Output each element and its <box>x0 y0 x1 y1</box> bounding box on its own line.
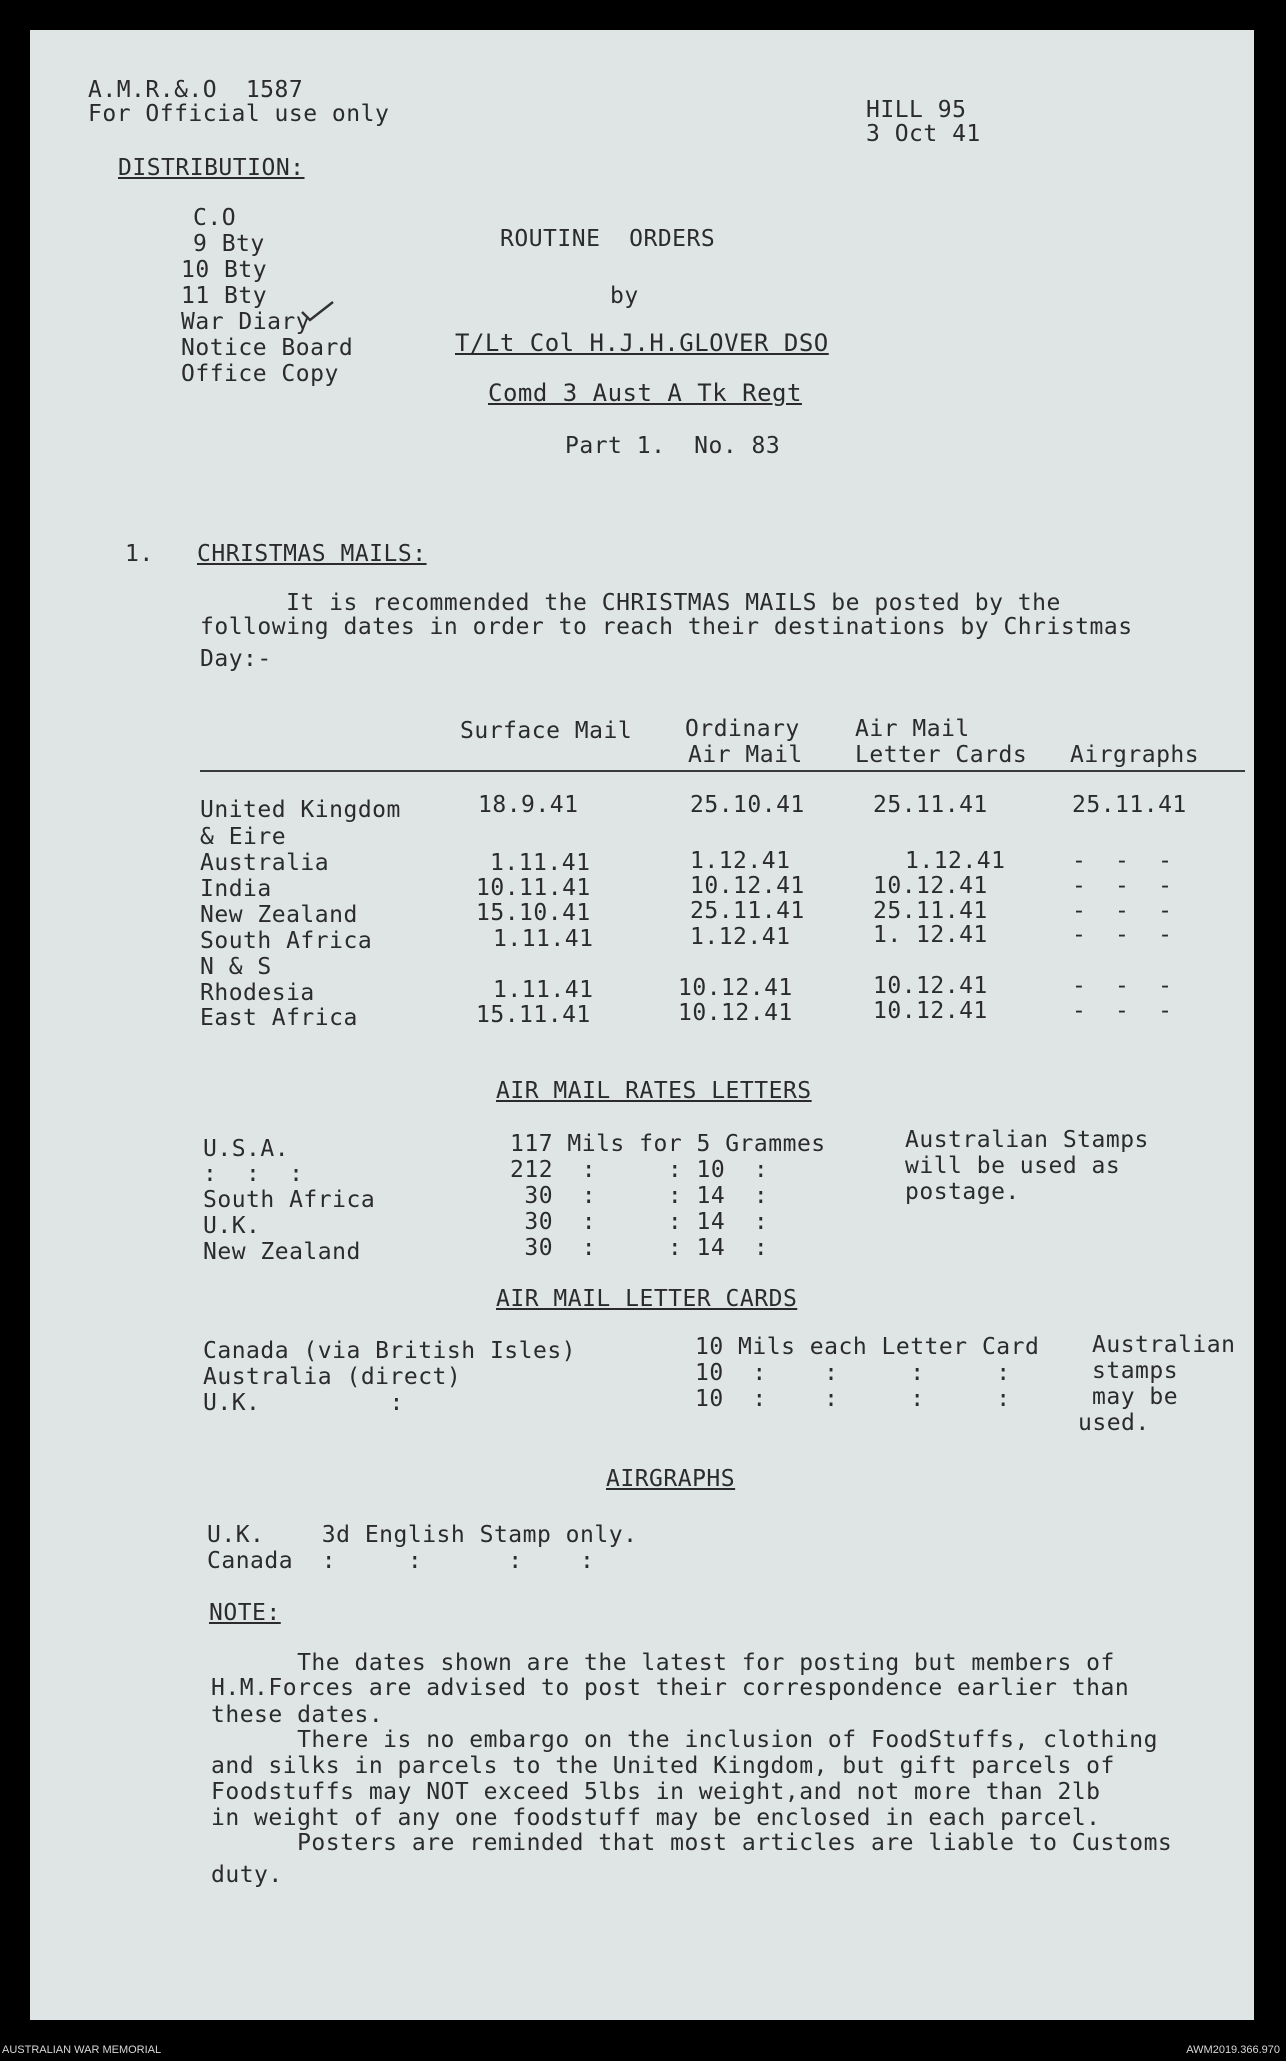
routine-orders-title: ROUTINE ORDERS <box>500 226 716 252</box>
ordinary-date: 10.12.41 <box>678 975 793 1001</box>
airgraph-date: - - - <box>1072 922 1173 948</box>
card-stamps-note: stamps <box>1092 1358 1179 1384</box>
header-rule <box>200 770 1245 772</box>
date: 3 Oct 41 <box>866 121 981 147</box>
distribution-item: 11 Bty <box>181 283 268 309</box>
card-destination: Canada (via British Isles) <box>203 1338 577 1364</box>
airgraph-date: - - - <box>1072 973 1173 999</box>
surface-date: 1.11.41 <box>490 850 591 876</box>
rate-destination: U.K. <box>203 1213 261 1239</box>
card-rate: 10 : : : : <box>695 1360 1011 1386</box>
card-destination: U.K. : <box>203 1390 404 1416</box>
distribution-item: Office Copy <box>181 361 339 387</box>
column-header: Air Mail <box>688 742 803 768</box>
note-line: Foodstuffs may NOT exceed 5lbs in weight,and not more than 2lb <box>211 1779 1101 1805</box>
column-header: Air Mail <box>855 716 970 742</box>
section-heading: CHRISTMAS MAILS: <box>197 541 427 567</box>
card-date: 25.11.41 <box>873 898 988 924</box>
ordinary-date: 10.12.41 <box>690 873 805 899</box>
archive-id: AWM2019.366.970 <box>1186 2044 1280 2056</box>
archive-credit: AUSTRALIAN WAR MEMORIAL <box>2 2044 162 2056</box>
commander-name: T/Lt Col H.J.H.GLOVER DSO <box>455 329 829 357</box>
surface-date: 1.11.41 <box>493 926 594 952</box>
airgraph-date: - - - <box>1072 898 1173 924</box>
note-line: There is no embargo on the inclusion of FoodStuffs, clothing <box>211 1727 1158 1753</box>
column-header: Letter Cards <box>855 742 1028 768</box>
card-date: 10.12.41 <box>873 998 988 1024</box>
rate-destination: New Zealand <box>203 1239 361 1265</box>
card-destination: Australia (direct) <box>203 1364 462 1390</box>
distribution-item: 9 Bty <box>193 231 265 257</box>
title-by: by <box>610 283 639 309</box>
stamps-note: will be used as <box>905 1153 1121 1179</box>
destination: New Zealand <box>200 902 358 928</box>
reference-number: A.M.R.&.O 1587 <box>88 77 304 103</box>
destination: & Eire <box>200 824 287 850</box>
airgraph-date: 25.11.41 <box>1072 792 1187 818</box>
letter-cards-heading: AIR MAIL LETTER CARDS <box>496 1286 798 1312</box>
section-number: 1. <box>125 541 154 567</box>
destination: United Kingdom <box>200 797 401 823</box>
rate-destination: South Africa <box>203 1187 376 1213</box>
card-date: 1.12.41 <box>905 848 1006 874</box>
regiment: Comd 3 Aust A Tk Regt <box>488 379 802 407</box>
column-header: Surface Mail <box>460 718 633 744</box>
distribution-item: 10 Bty <box>181 257 268 283</box>
distribution-item: Notice Board <box>181 335 354 361</box>
distribution-item: War Diary <box>181 309 311 335</box>
destination: East Africa <box>200 1005 358 1031</box>
airgraphs-heading: AIRGRAPHS <box>606 1466 736 1492</box>
card-date: 1. 12.41 <box>873 922 988 948</box>
airgraph-date: - - - <box>1072 998 1173 1024</box>
location: HILL 95 <box>866 97 967 123</box>
note-line: in weight of any one foodstuff may be enclosed in each parcel. <box>211 1805 1101 1831</box>
stamps-note: postage. <box>905 1179 1020 1205</box>
part-number: Part 1. No. 83 <box>565 433 781 459</box>
air-mail-rates-heading: AIR MAIL RATES LETTERS <box>496 1078 812 1104</box>
ordinary-date: 25.10.41 <box>690 792 805 818</box>
rate-value: 30 : : 14 : <box>510 1183 769 1209</box>
note-line: these dates. <box>211 1702 384 1728</box>
distribution-item: C.O <box>193 205 237 231</box>
rate-destination: U.S.A. <box>203 1136 290 1162</box>
note-line: H.M.Forces are advised to post their correspondence earlier than <box>211 1675 1130 1701</box>
column-header: Ordinary <box>685 716 800 742</box>
card-date: 10.12.41 <box>873 873 988 899</box>
rate-destination: : : : <box>203 1161 304 1187</box>
intro-line: following dates in order to reach their destinations by Christmas <box>200 614 1133 640</box>
ordinary-date: 1.12.41 <box>690 924 791 950</box>
intro-line: It is recommended the CHRISTMAS MAILS be posted by the <box>200 590 1061 616</box>
card-stamps-note: may be <box>1092 1384 1179 1410</box>
note-line: duty. <box>211 1862 283 1888</box>
card-rate: 10 Mils each Letter Card <box>695 1334 1040 1360</box>
card-date: 25.11.41 <box>873 792 988 818</box>
surface-date: 1.11.41 <box>493 977 594 1003</box>
rate-value: 117 Mils for 5 Grammes <box>510 1131 826 1157</box>
ordinary-date: 10.12.41 <box>678 1000 793 1026</box>
airgraph-date: - - - <box>1072 848 1173 874</box>
card-stamps-note: Australian <box>1092 1332 1236 1358</box>
surface-date: 15.11.41 <box>476 1002 591 1028</box>
tick-mark-icon <box>300 298 336 324</box>
destination: India <box>200 876 272 902</box>
card-rate: 10 : : : : <box>695 1386 1011 1412</box>
official-use-label: For Official use only <box>88 101 390 127</box>
destination: South Africa <box>200 928 373 954</box>
rate-value: 30 : : 14 : <box>510 1209 769 1235</box>
note-line: Posters are reminded that most articles are liable to Customs <box>211 1830 1173 1856</box>
surface-date: 18.9.41 <box>478 792 579 818</box>
distribution-title: DISTRIBUTION: <box>118 155 305 181</box>
surface-date: 10.11.41 <box>476 875 591 901</box>
column-header: Airgraphs <box>1070 742 1200 768</box>
card-stamps-note: used. <box>1078 1410 1150 1436</box>
airgraphs-line: Canada : : : : <box>207 1548 595 1574</box>
note-line: The dates shown are the latest for posting but members of <box>211 1650 1115 1676</box>
destination: Australia <box>200 850 330 876</box>
rate-value: 212 : : 10 : <box>510 1157 769 1183</box>
destination: N & S <box>200 954 272 980</box>
ordinary-date: 1.12.41 <box>690 848 791 874</box>
airgraph-date: - - - <box>1072 873 1173 899</box>
airgraphs-line: U.K. 3d English Stamp only. <box>207 1522 638 1548</box>
stamps-note: Australian Stamps <box>905 1127 1149 1153</box>
card-date: 10.12.41 <box>873 973 988 999</box>
surface-date: 15.10.41 <box>476 900 591 926</box>
rate-value: 30 : : 14 : <box>510 1235 769 1261</box>
ordinary-date: 25.11.41 <box>690 898 805 924</box>
note-heading: NOTE: <box>209 1600 281 1626</box>
destination: Rhodesia <box>200 980 315 1006</box>
note-line: and silks in parcels to the United Kingdom, but gift parcels of <box>211 1753 1115 1779</box>
intro-line: Day:- <box>200 646 272 672</box>
